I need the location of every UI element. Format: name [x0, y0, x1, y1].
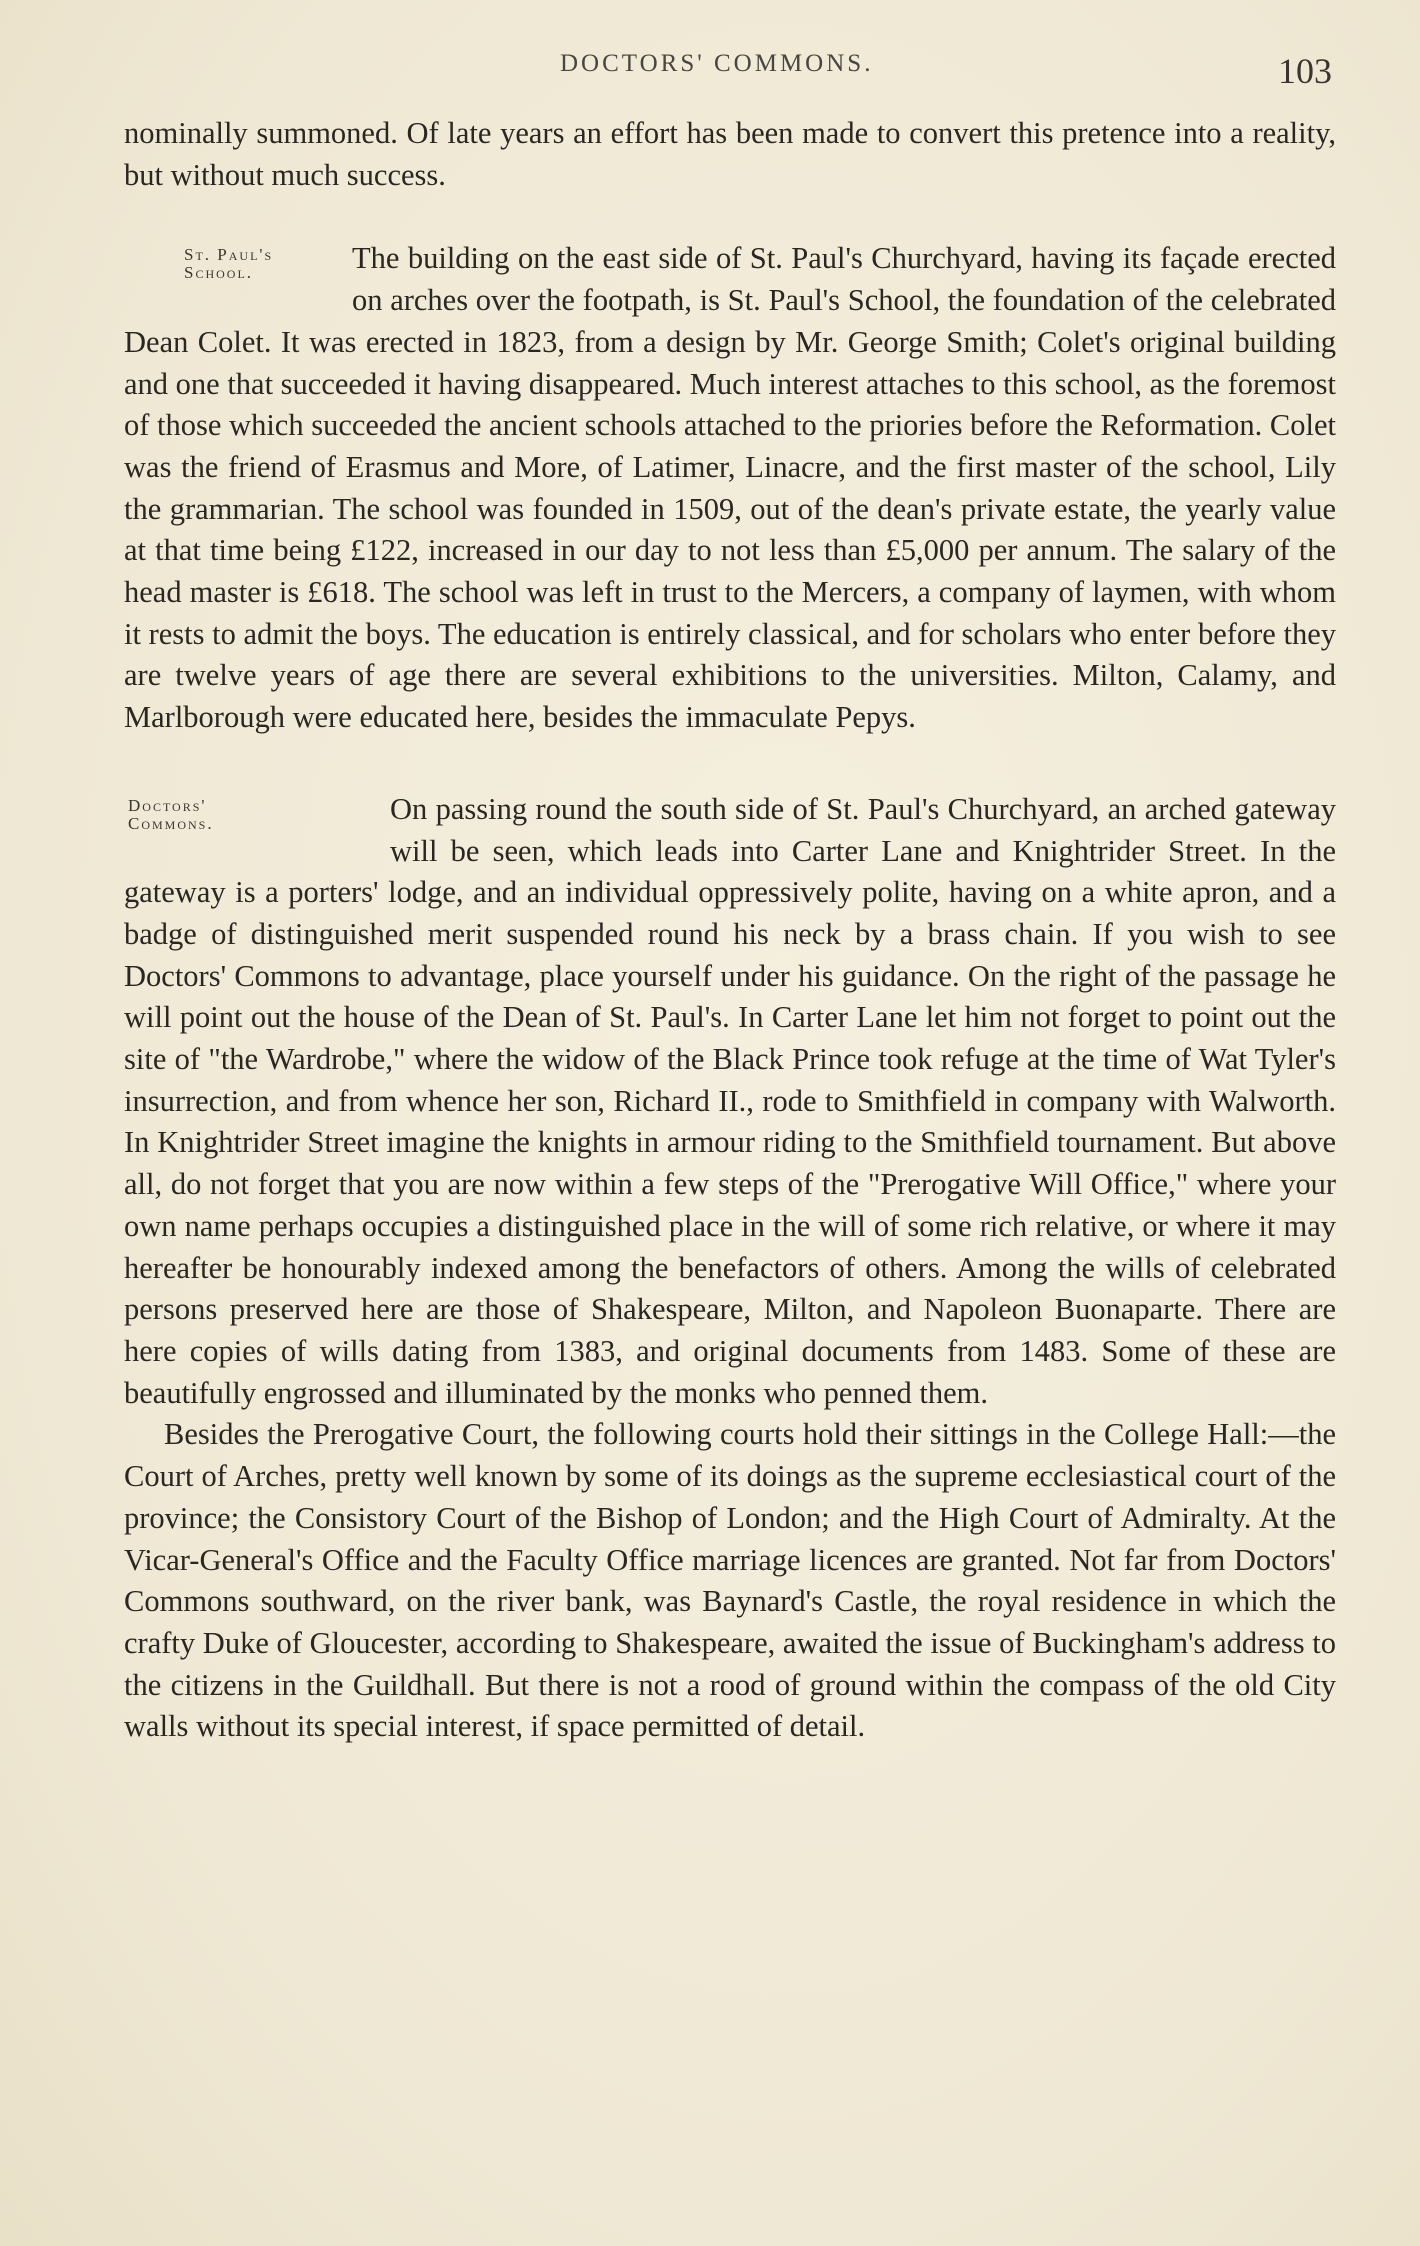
paragraph-doctors-commons: On passing round the south side of St. Paul's Churchyard, an arched gateway will be seen, which leads into Carter Lane and Knightrider Street. In the gateway is a porters' lodge, and an individual oppressively polite, having on a white apron, and a badge of distinguished merit suspended round his neck by a brass chain. If you wish to see Doctors' Commons to advantage, place yourself under his guidance. On the right of the passage he will point out the house of the Dean of St. Paul's. In Carter Lane let him not forget to point out the site of "the Wardrobe," where the widow of the Black Prince took refuge at the time of Wat Tyler's insurrection, and from whence her son, Richard II., rode to Smithfield in company with Walworth. In Knightrider Street imagine the knights in armour riding to the Smithfield tournament. But above all, do not forget that you are now within a few steps of the "Prerogative Will Office," where your own name perhaps occupies a distinguished place in the will of some rich relative, or where it may hereafter be honourably indexed among the benefactors of others. Among the wills of celebrated persons preserved here are those of Shakespeare, Milton, and Napoleon Buonaparte. There are here copies of wills dating from 1383, and original documents from 1483. Some of these are beautifully engrossed and illuminated by the monks who penned them.: [124, 791, 1336, 1410]
paragraph-st-pauls-school: The building on the east side of St. Paul's Churchyard, having its façade erected on arches over the footpath, is St. Paul's School, the foundation of the celebrated Dean Colet. It was erected in 1823, from a design by Mr. George Smith; Colet's original building and one that succeeded it having disappeared. Much interest attaches to this school, as the foremost of those which succeeded the ancient schools attached to the priories before the Reformation. Colet was the friend of Erasmus and More, of Latimer, Linacre, and the first master of the school, Lily the grammarian. The school was founded in 1509, out of the dean's private estate, the yearly value at that time being £122, increased in our day to not less than £5,000 per annum. The salary of the head master is £618. The school was left in trust to the Mercers, a company of laymen, with whom it rests to admit the boys. The education is entirely classical, and for scholars who enter before they are twelve years of age there are several exhibitions to the universities. Milton, Calamy, and Marlborough were educated here, besides the immaculate Pepys.: [124, 241, 1337, 735]
sidenote-line: Commons.: [128, 813, 214, 833]
sidenote-st-pauls-school: [124, 238, 342, 298]
sidenote-line: St. Paul's: [184, 245, 274, 265]
section-doctors-commons: [124, 789, 1336, 1748]
paragraph-courts: Besides the Prerogative Court, the following courts hold their sittings in the College Hall:—the Court of Arches, pretty well known by some of its doings as the supreme ecclesiastical court of the province; the Consistory Court of the Bishop of London; and the High Court of Admiralty. At the Vicar-General's Office and the Faculty Office marriage licences are granted. Not far from Doctors' Commons southward, on the river bank, was Baynard's Castle, the royal residence in which the crafty Duke of Gloucester, according to Shakespeare, awaited the issue of Buckingham's address to the citizens in the Guildhall. But there is not a rood of ground within the compass of the old City walls without its special interest, if space permitted of detail.: [124, 1417, 1336, 1744]
sidenote-doctors-commons: [124, 789, 380, 853]
page-number: 103: [1278, 51, 1332, 91]
sidenote-line: School.: [184, 263, 254, 283]
paragraph-continuation: nominally summoned. Of late years an effort has been made to convert this pretence into a reality, but without much success.: [124, 116, 1336, 192]
running-head: DOCTORS' COMMONS.: [560, 50, 874, 77]
section-st-pauls-school: [124, 238, 1336, 738]
body-text: [124, 113, 1336, 1748]
sidenote-line: Doctors': [128, 795, 207, 815]
